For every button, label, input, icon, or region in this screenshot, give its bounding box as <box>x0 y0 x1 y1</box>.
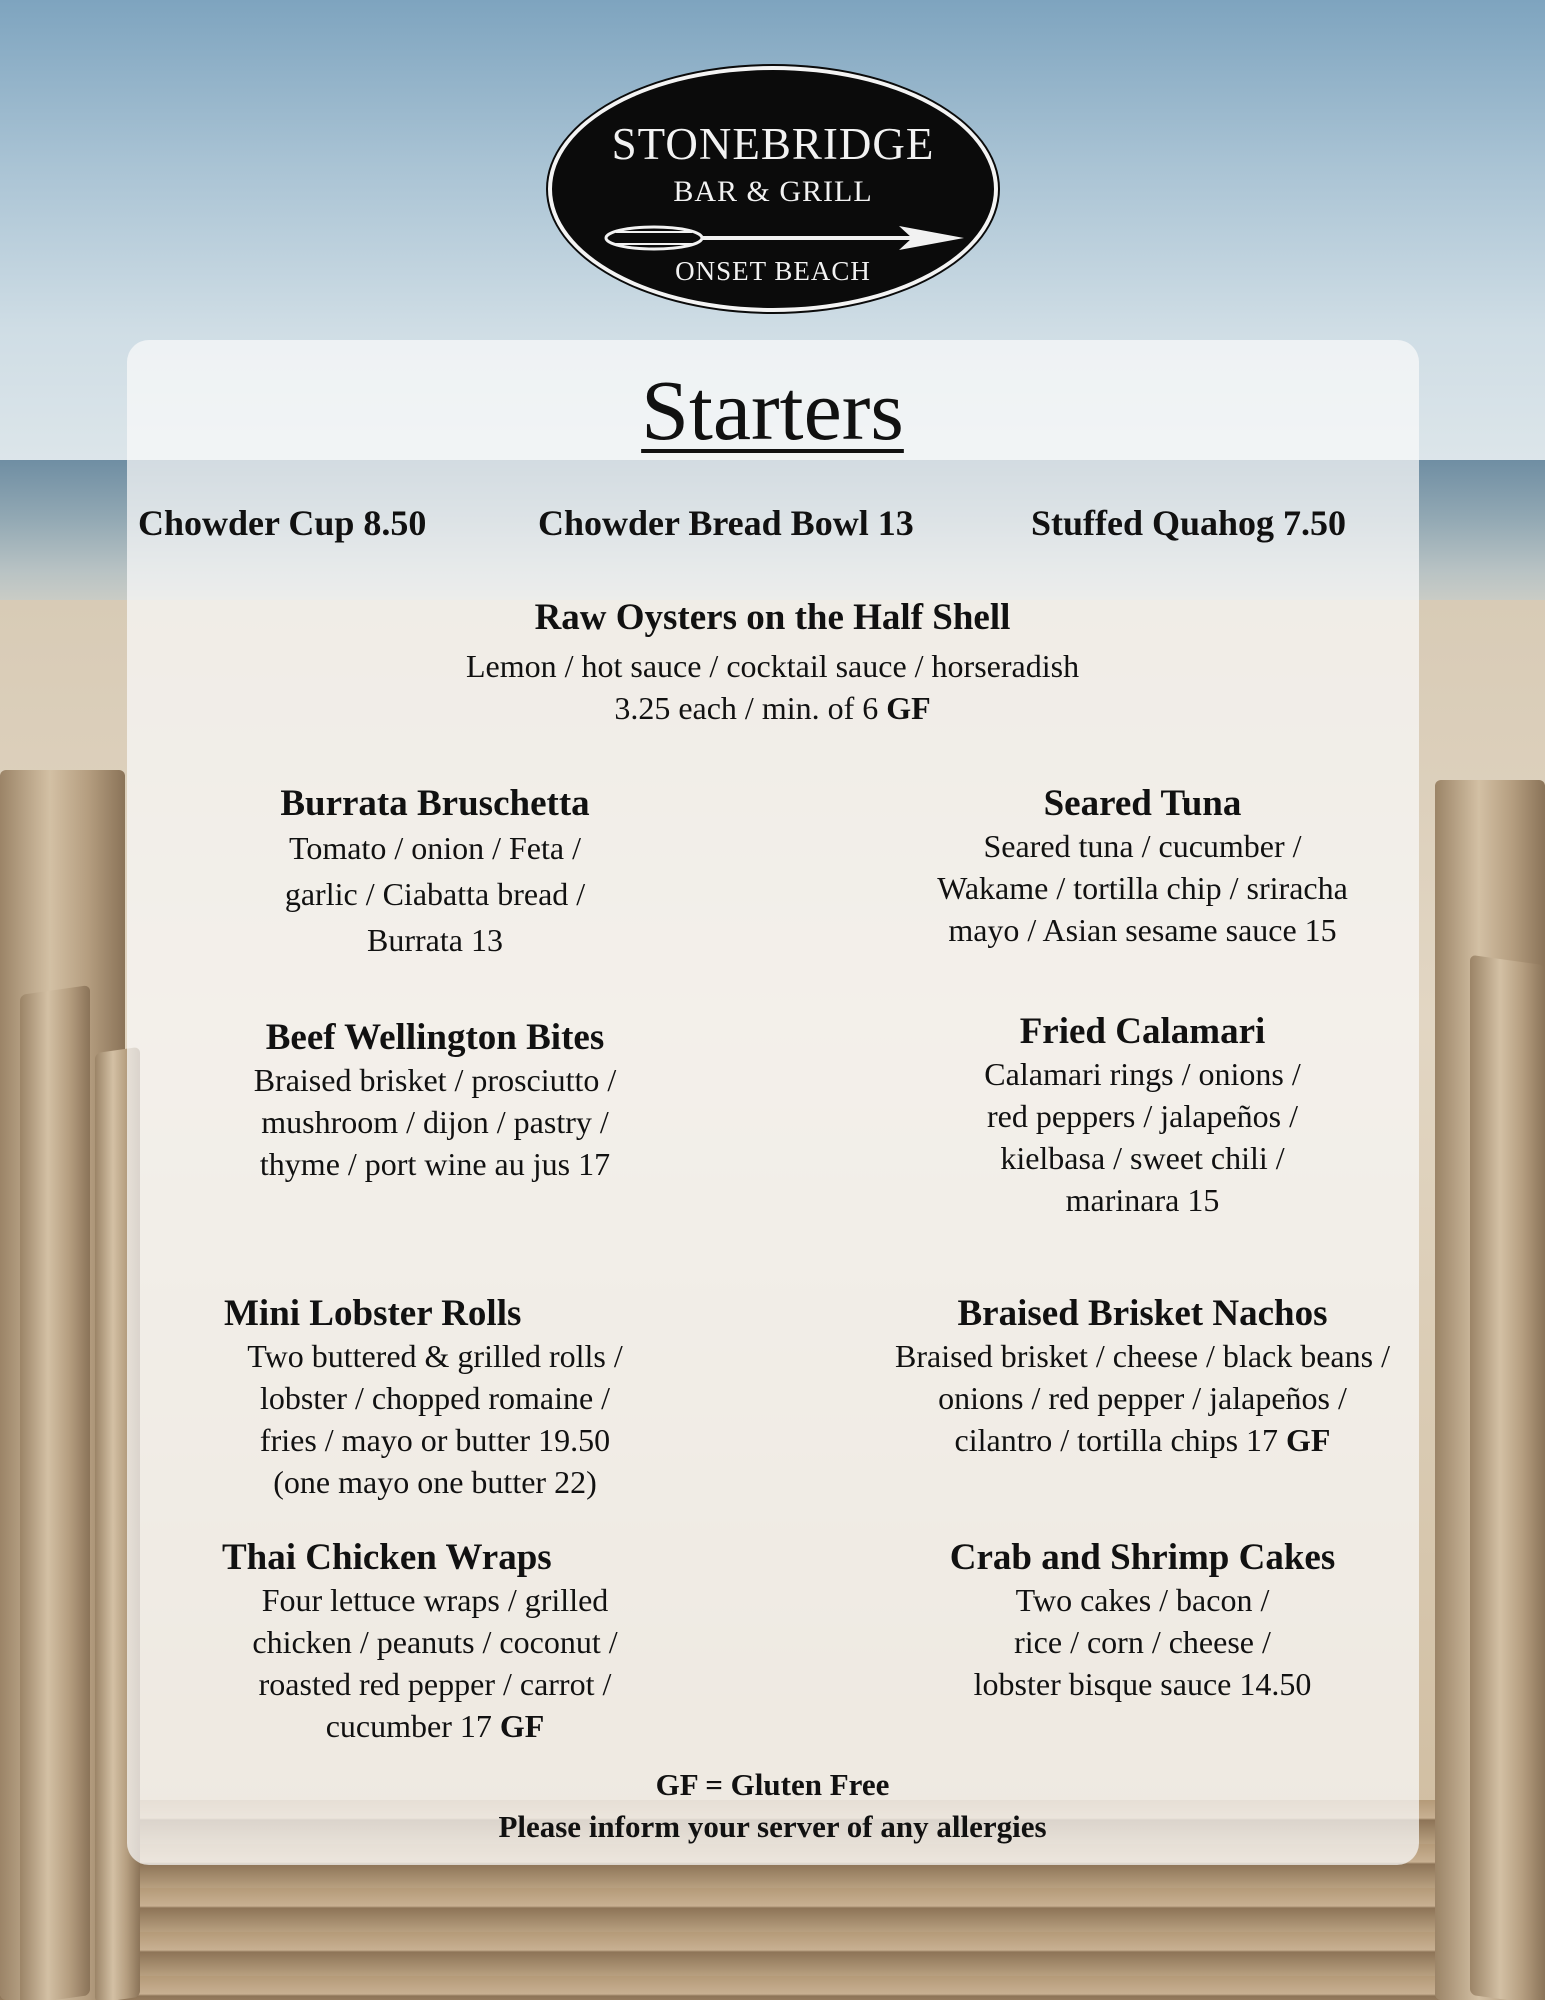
item-name: Mini Lobster Rolls <box>224 1293 522 1334</box>
item-description: Lemon / hot sauce / cocktail sauce / horseradish <box>465 648 1080 684</box>
item-description-line: lobster / chopped romaine / <box>259 1380 611 1416</box>
item-description-line: Tomato / onion / Feta / <box>289 830 581 866</box>
item-description-line: red peppers / jalapeños / <box>987 1098 1298 1134</box>
item-name: Thai Chicken Wraps <box>222 1537 552 1578</box>
item-description-line: roasted red pepper / carrot / <box>258 1666 612 1702</box>
menu-item <box>810 1292 1475 1461</box>
item-description-line: marinara 15 <box>1065 1182 1220 1218</box>
logo-location: ONSET BEACH <box>675 256 871 286</box>
chowder-bread-bowl: Chowder Bread Bowl 13 <box>538 503 914 543</box>
item-description-line: mushroom / dijon / pastry / <box>261 1104 609 1140</box>
item-description-line: Burrata 13 <box>367 922 503 958</box>
item-description-line: lobster bisque sauce 14.50 <box>973 1666 1312 1702</box>
item-description-line: rice / corn / cheese / <box>1014 1624 1271 1660</box>
menu-item <box>810 1536 1475 1705</box>
item-description-line: Seared tuna / cucumber / <box>983 828 1302 864</box>
item-description-line: Four lettuce wraps / grilled <box>261 1582 609 1618</box>
item-description-line: kielbasa / sweet chili / <box>1000 1140 1285 1176</box>
item-description-line: mayo / Asian sesame sauce 15 <box>948 912 1337 948</box>
item-description-line <box>810 1419 1475 1461</box>
item-description-line: thyme / port wine au jus 17 <box>259 1146 611 1182</box>
item-description-line: onions / red pepper / jalapeños / <box>938 1380 1347 1416</box>
item-name: Raw Oysters on the Half Shell <box>534 597 1011 638</box>
item-description-line: Braised brisket / prosciutto / <box>253 1062 617 1098</box>
item-name: Crab and Shrimp Cakes <box>949 1537 1336 1578</box>
item-description-line: chicken / peanuts / coconut / <box>252 1624 618 1660</box>
restaurant-logo <box>548 66 998 312</box>
menu-item <box>160 782 710 963</box>
item-name: Beef Wellington Bites <box>265 1017 605 1058</box>
menu-item <box>160 1536 710 1747</box>
item-description-line: Two cakes / bacon / <box>1015 1582 1270 1618</box>
gf-tag: GF <box>886 690 931 726</box>
item-name: Burrata Bruschetta <box>280 783 590 824</box>
item-name: Fried Calamari <box>1019 1011 1266 1052</box>
item-description-line: (one mayo one butter 22) <box>273 1464 597 1500</box>
item-price: cucumber 17 <box>325 1708 492 1744</box>
item-description-line: Wakame / tortilla chip / sriracha <box>937 870 1348 906</box>
section-title: Starters <box>641 362 904 458</box>
item-description-line <box>160 1705 710 1747</box>
logo-name: STONEBRIDGE <box>611 119 935 169</box>
menu-footer <box>0 1764 1545 1848</box>
menu-item <box>160 1292 710 1503</box>
stuffed-quahog: Stuffed Quahog 7.50 <box>1031 503 1347 543</box>
item-name: Braised Brisket Nachos <box>957 1293 1328 1334</box>
item-price: 3.25 each / min. of 6 <box>614 690 879 726</box>
gf-tag: GF <box>1286 1422 1331 1458</box>
chowder-cup: Chowder Cup 8.50 <box>138 503 427 543</box>
item-description-line: fries / mayo or butter 19.50 <box>259 1422 611 1458</box>
menu-item <box>810 1010 1475 1221</box>
gf-legend: GF = Gluten Free <box>655 1767 890 1802</box>
item-description-line: garlic / Ciabatta bread / <box>284 876 586 912</box>
menu-item <box>160 1016 710 1185</box>
item-description-line: Braised brisket / cheese / black beans / <box>895 1338 1390 1374</box>
item-description-line: Calamari rings / onions / <box>984 1056 1301 1092</box>
item-description <box>0 687 1545 729</box>
menu-item <box>810 782 1475 951</box>
raw-oysters <box>0 596 1545 729</box>
item-name: Seared Tuna <box>1043 783 1242 824</box>
item-price: cilantro / tortilla chips 17 <box>954 1422 1279 1458</box>
allergy-notice: Please inform your server of any allergies <box>498 1809 1047 1844</box>
item-description-line: Two buttered & grilled rolls / <box>247 1338 623 1374</box>
logo-subtitle: BAR & GRILL <box>673 175 873 208</box>
gf-tag: GF <box>499 1708 545 1744</box>
